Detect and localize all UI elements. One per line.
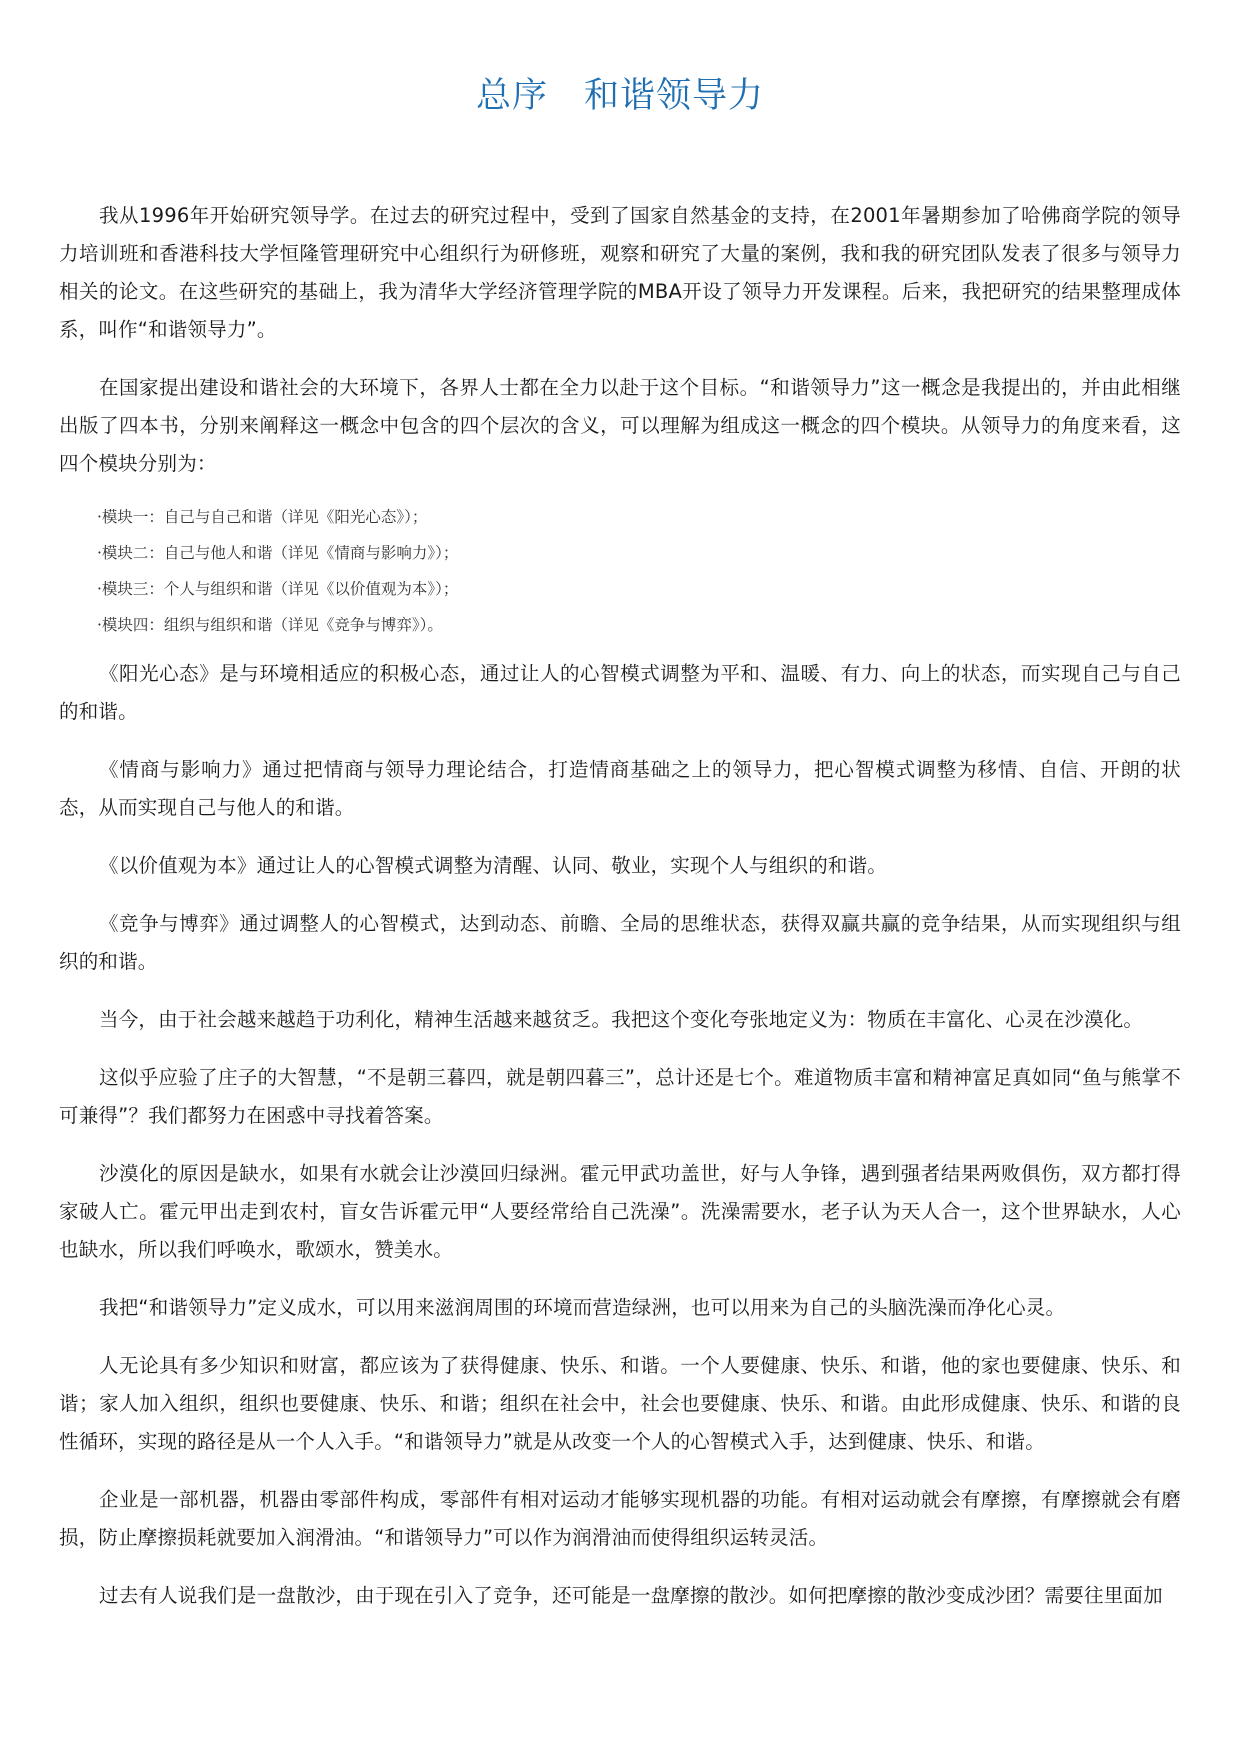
module-item: ·模块三：个人与组织和谐（详见《以价值观为本》）；: [97, 580, 459, 598]
paragraph-qingshang: 《情商与影响力》通过把情商与领导力理论结合，打造情商基础之上的领导力，把心智模式调整为移情、自信、开朗的状态，从而实现自己与他人的和谐。: [59, 758, 1181, 819]
paragraph-shui: 我把“和谐领导力”定义成水，可以用来滋润周围的环境而营造绿洲，也可以用来为自己的头脑洗澡而净化心灵。: [99, 1296, 1066, 1319]
paragraph-jingzheng: 《竞争与博弈》通过调整人的心智模式，达到动态、前瞻、全局的思维状态，获得双赢共赢的竞争结果，从而实现组织与组织的和谐。: [59, 912, 1181, 973]
paragraph-jiqi: 企业是一部机器，机器由零部件构成，零部件有相对运动才能够实现机器的功能。有相对运动就会有摩擦，有摩擦就会有磨损，防止摩擦损耗就要加入润滑油。“和谐领导力”可以作为润滑油而使得组织运转灵活。: [59, 1488, 1181, 1549]
paragraph-zhuangzi: 这似乎应验了庄子的大智慧，“不是朝三暮四，就是朝四暮三”，总计还是七个。难道物质丰富和精神富足真如同“鱼与熊掌不可兼得”？我们都努力在困惑中寻找着答案。: [59, 1066, 1181, 1127]
paragraph-yangguang: 《阳光心态》是与环境相适应的积极心态，通过让人的心智模式调整为平和、温暖、有力、向上的状态，而实现自己与自己的和谐。: [59, 662, 1181, 723]
paragraph-sansha: 过去有人说我们是一盘散沙，由于现在引入了竞争，还可能是一盘摩擦的散沙。如何把摩擦的散沙变成沙团？需要往里面加: [99, 1584, 1163, 1607]
paragraph-intro: 我从1996年开始研究领导学。在过去的研究过程中，受到了国家自然基金的支持，在2001年暑期参加了哈佛商学院的领导力培训班和香港科技大学恒隆管理研究中心组织行为研修班，观察和研究了大量的案例，我和我的研究团队发表了很多与领导力相关的论文。在这些研究的基础上，我为清华大学经济管理学院的MBA开设了领导力开发课程。后来，我把研究的结果整理成体系，叫作“和谐领导力”。: [59, 204, 1181, 341]
page-title: 总序 和谐领导力: [475, 76, 764, 116]
paragraph-jiazhiguan: 《以价值观为本》通过让人的心智模式调整为清醒、认同、敬业，实现个人与组织的和谐。: [99, 854, 888, 877]
module-item: ·模块四：组织与组织和谐（详见《竞争与博弈》）。: [97, 616, 443, 634]
paragraph-gongli: 当今，由于社会越来越趋于功利化，精神生活越来越贫乏。我把这个变化夸张地定义为：物质在丰富化、心灵在沙漠化。: [99, 1008, 1144, 1031]
paragraph-jiankang: 人无论具有多少知识和财富，都应该为了获得健康、快乐、和谐。一个人要健康、快乐、和谐，他的家也要健康、快乐、和谐；家人加入组织，组织也要健康、快乐、和谐；组织在社会中，社会也要健康、快乐、和谐。由此形成健康、快乐、和谐的良性循环，实现的路径是从一个人入手。“和谐领导力”就是从改变一个人的心智模式入手，达到健康、快乐、和谐。: [59, 1354, 1181, 1453]
module-item: ·模块一：自己与自己和谐（详见《阳光心态》）；: [97, 508, 428, 526]
paragraph-context: 在国家提出建设和谐社会的大环境下，各界人士都在全力以赴于这个目标。“和谐领导力”这一概念是我提出的，并由此相继出版了四本书，分别来阐释这一概念中包含的四个层次的含义，可以理解为组成这一概念的四个模块。从领导力的角度来看，这四个模块分别为：: [59, 376, 1181, 475]
module-list: [97, 499, 1181, 643]
paragraph-shamohua: 沙漠化的原因是缺水，如果有水就会让沙漠回归绿洲。霍元甲武功盖世，好与人争锋，遇到强者结果两败俱伤，双方都打得家破人亡。霍元甲出走到农村，盲女告诉霍元甲“人要经常给自己洗澡”。洗澡需要水，老子认为天人合一，这个世界缺水，人心也缺水，所以我们呼唤水，歌颂水，赞美水。: [59, 1162, 1181, 1261]
module-item: ·模块二：自己与他人和谐（详见《情商与影响力》）；: [97, 544, 459, 562]
